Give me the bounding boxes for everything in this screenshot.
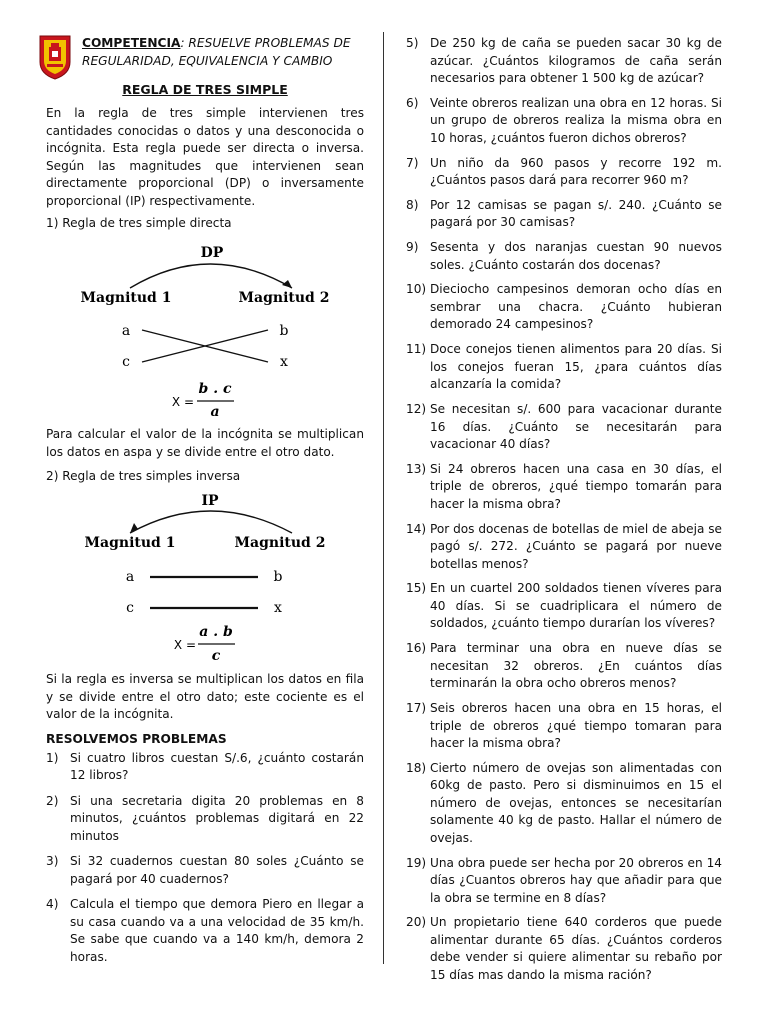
problem-text: Calcula el tiempo que demora Piero en llegar a su casa cuando va a una velocidad de 35 km/h. Se sabe que cuando va a 140 km/h, demora 2 horas. xyxy=(70,897,364,964)
problem-text: Un propietario tiene 640 corderos que puede alimentar durante 65 días. ¿Cuántos corderos debe vender si quiere alimentar su rebaño por 15 días mas dando la misma ración? xyxy=(430,915,722,982)
problem-text: Doce conejos tienen alimentos para 20 días. Si los conejos fueran 15, ¿para cuántos días alcanzaría la comida? xyxy=(430,342,722,392)
problem-item xyxy=(46,750,364,785)
problem-text: Dieciocho campesinos demoran ocho días en sembrar una chacra. ¿Cuánto hubieran demorado 24 campesinos? xyxy=(430,282,722,332)
problem-item xyxy=(406,341,722,394)
problem-item xyxy=(406,521,722,574)
problem-text: Para terminar una obra en nueve días se necesitan 32 obreros. ¿En cuántos días terminarán la obra ocho obreros menos? xyxy=(430,641,722,691)
problem-item xyxy=(406,35,722,88)
problem-text: Veinte obreros realizan una obra en 12 horas. Si un grupo de obreros realiza la misma obra en 10 horas, ¿cuántos fueron dichos obreros? xyxy=(430,95,722,145)
problem-text: Un niño da 960 pasos y recorre 192 m. ¿Cuántos pasos dará para recorrer 960 m? xyxy=(430,155,722,188)
problem-item xyxy=(406,95,722,148)
problem-item xyxy=(46,853,364,888)
direct-explanation: Para calcular el valor de la incógnita se multiplican los datos en aspa y se divide entre el otro dato. xyxy=(46,427,364,459)
inverse-numerator: a . b xyxy=(199,624,233,640)
dp-arrow-head xyxy=(282,280,292,288)
page-title: REGLA DE TRES SIMPLE xyxy=(122,82,288,97)
problem-number: 5) xyxy=(406,36,419,50)
problem-number: 2) xyxy=(46,793,59,808)
inverse-x: x xyxy=(274,600,282,616)
problem-text: Si 32 cuadernos cuestan 80 soles ¿Cuánto se pagará por 40 cuadernos? xyxy=(70,854,364,886)
direct-b: b xyxy=(279,323,289,339)
direct-magnitude-1: Magnitud 1 xyxy=(80,290,172,306)
problem-item xyxy=(406,700,722,753)
school-crest-icon xyxy=(38,34,72,80)
problem-item xyxy=(406,239,722,274)
problem-number: 8) xyxy=(406,197,419,212)
direct-denominator: a xyxy=(210,404,220,416)
problem-item xyxy=(46,896,364,966)
direct-x: x xyxy=(280,354,288,370)
competencia-label: COMPETENCIA xyxy=(82,36,181,50)
intro-paragraph: En la regla de tres simple intervienen tres cantidades conocidas o datos y una desconocida o incógnita. Esta regla puede ser directa o inversa. Según las magnitudes que intervienen sean directamente proporcional (DP) o inversamente proporcional (IP) respectivamente. xyxy=(46,106,364,208)
dp-arc xyxy=(130,264,292,288)
problem-number: 9) xyxy=(406,240,419,255)
inverse-b: b xyxy=(273,569,283,585)
problem-item xyxy=(406,197,722,232)
problem-number: 17) xyxy=(406,701,427,716)
problem-text: Seis obreros hacen una obra en 15 horas, el triple de obreros ¿qué tiempo tomaran para hacer la misma obra? xyxy=(430,701,722,751)
problem-item xyxy=(406,281,722,334)
inverse-explanation: Si la regla es inversa se multiplican los datos en fila y se divide entre el otro dato; este cociente es el valor de la incógnita. xyxy=(46,672,364,721)
problem-item xyxy=(406,401,722,454)
direct-rule-diagram xyxy=(46,230,364,416)
problem-number: 13) xyxy=(406,461,427,476)
direct-a: a xyxy=(121,323,131,339)
direct-c: c xyxy=(122,354,130,370)
problem-number: 11) xyxy=(406,342,427,357)
problem-number: 15) xyxy=(406,581,427,596)
right-column xyxy=(406,35,722,992)
direct-formula-lhs: X = xyxy=(171,395,194,409)
problem-number: 12) xyxy=(406,402,427,417)
inverse-heading: 2) Regla de tres simples inversa xyxy=(46,469,241,483)
problem-item xyxy=(406,914,722,984)
problem-text: Por dos docenas de botellas de miel de abeja se pagó s/. 272. ¿Cuánto se pagará por nueve botellas menos? xyxy=(430,521,722,571)
dp-label: DP xyxy=(200,245,224,261)
problem-number: 1) xyxy=(46,750,59,765)
problem-number: 3) xyxy=(46,854,59,868)
left-column xyxy=(46,34,364,974)
problem-item xyxy=(406,760,722,848)
competencia-description: : RESUELVE PROBLEMAS DE REGULARIDAD, EQUIVALENCIA Y CAMBIO xyxy=(82,36,351,68)
problem-text: Si cuatro libros cuestan S/.6, ¿cuánto costarán 12 libros? xyxy=(70,750,364,782)
problem-number: 20) xyxy=(406,915,427,930)
problem-text: De 250 kg de caña se pueden sacar 30 kg de azúcar. ¿Cuántos kilogramos de caña serán necesarios para obtener 1 500 kg de azúcar? xyxy=(430,36,722,85)
problem-item xyxy=(406,580,722,633)
problem-text: Se necesitan s/. 600 para vacacionar durante 16 días. ¿Cuánto se necesitarán para vacacionar 40 días? xyxy=(430,402,722,452)
problem-text: Si 24 obreros hacen una casa en 30 días, el triple de obreros, ¿qué tiempo tomarán para hacer la misma obra? xyxy=(430,461,722,511)
ip-label: IP xyxy=(201,493,219,509)
problem-number: 18) xyxy=(406,760,427,775)
ip-arc xyxy=(130,511,292,533)
problem-text: Una obra puede ser hecha por 20 obreros en 14 días ¿Cuantos obreros hay que añadir para que la obra se termine en 8 días? xyxy=(430,855,722,905)
direct-numerator: b . c xyxy=(198,381,232,397)
problem-item xyxy=(406,640,722,693)
problem-text: Si una secretaria digita 20 problemas en 8 minutos, ¿cuántos problemas digitará en 22 minutos xyxy=(70,793,364,843)
problems-list-right xyxy=(406,35,722,984)
direct-heading: 1) Regla de tres simple directa xyxy=(46,216,232,230)
header xyxy=(46,34,364,80)
direct-magnitude-2: Magnitud 2 xyxy=(238,290,330,306)
problem-number: 14) xyxy=(406,521,427,536)
problem-number: 7) xyxy=(406,155,419,170)
problem-number: 16) xyxy=(406,641,427,656)
problem-text: Por 12 camisas se pagan s/. 240. ¿Cuánto se pagará por 30 camisas? xyxy=(430,197,722,230)
problem-text: Cierto número de ovejas son alimentadas con 60kg de pasto. Pero si disminuimos en 15 el número de ovejas, entonces se necesitarían solamente 40 kg de pasto. Hallar el número de ovejas. xyxy=(430,760,722,845)
inverse-denominator: c xyxy=(211,648,221,663)
inverse-magnitude-1: Magnitud 1 xyxy=(84,535,176,551)
problems-list-left xyxy=(46,750,364,967)
inverse-c: c xyxy=(126,600,134,616)
inverse-rule-diagram xyxy=(46,483,364,663)
problem-number: 10) xyxy=(406,282,427,297)
inverse-a: a xyxy=(125,569,135,585)
competencia-text xyxy=(82,34,364,70)
problem-number: 6) xyxy=(406,95,419,110)
problem-text: En un cuartel 200 soldados tienen víveres para 40 días. Si se cuadriplicara el número de soldados, ¿cuánto tiempo durarían los víveres? xyxy=(430,581,722,631)
problem-item xyxy=(406,461,722,514)
problem-number: 19) xyxy=(406,855,427,870)
problem-item xyxy=(406,155,722,190)
inverse-formula-lhs: X = xyxy=(173,638,196,652)
inverse-magnitude-2: Magnitud 2 xyxy=(234,535,326,551)
problem-text: Sesenta y dos naranjas cuestan 90 nuevos soles. ¿Cuánto costarán dos docenas? xyxy=(430,240,722,272)
column-divider xyxy=(383,32,384,964)
problems-title: RESOLVEMOS PROBLEMAS xyxy=(46,731,227,746)
problem-item xyxy=(406,855,722,908)
problem-number: 4) xyxy=(46,897,59,911)
problem-item xyxy=(46,793,364,846)
